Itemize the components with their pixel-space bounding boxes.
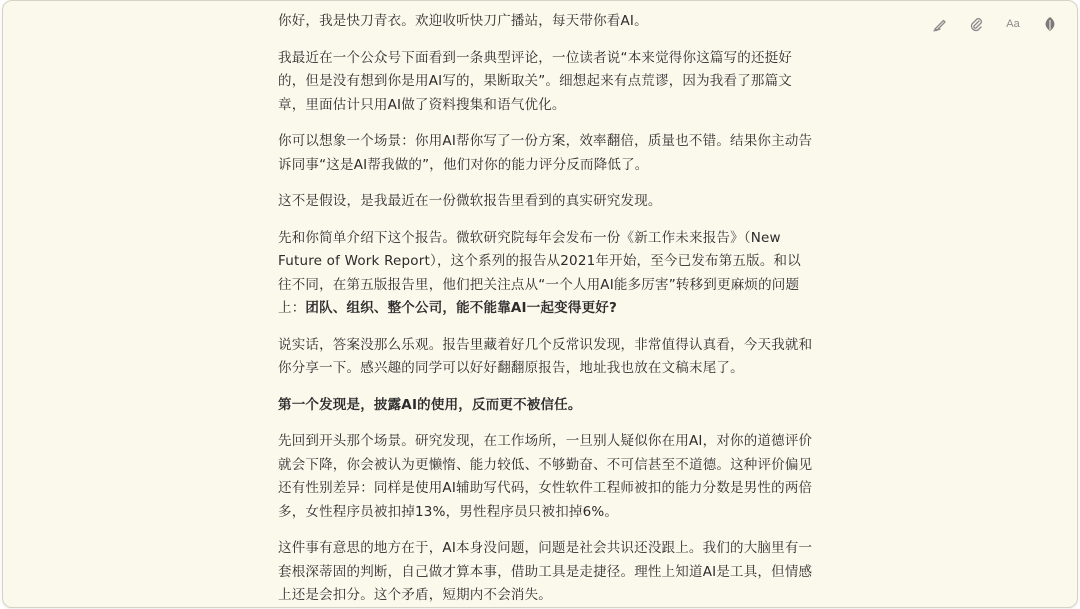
section-heading-finding-1: 第一个发现是，披露AI的使用，反而更不被信任。 [278, 396, 582, 413]
font-size-icon[interactable]: Aa [1006, 18, 1020, 30]
article-body [278, 10, 813, 608]
report-question: 团队、组织、整个公司，能不能靠AI一起变得更好? [305, 300, 618, 316]
paragraph-not-hypothesis: 这不是假设，是我最近在一份微软报告里看到的真实研究发现。 [278, 193, 662, 209]
paragraph-intro: 你好，我是快刀青衣。欢迎收听快刀广播站，每天带你看AI。 [278, 13, 648, 29]
report-intro-text: 先和你简单介绍下这个报告。微软研究院每年会发布一份《新工作未来报告》（New Future of Work Report），这个系列的报告从2021年开始，至今已发布第五版。和以往不同，在第五版报告里，他们把关注点从“一个人用AI能多厉害”转移到更麻烦的问题上： [278, 229, 801, 316]
paragraph-scenario: 你可以想象一个场景：你用AI帮你写了一份方案，效率翻倍，质量也不错。结果你主动告诉同事“这是AI帮我做的”，他们对你的能力评分反而降低了。 [278, 133, 813, 173]
reader-window [2, 0, 1078, 608]
paragraph-consensus: 这件事有意思的地方在于，AI本身没问题，问题是社会共识还没跟上。我们的大脑里有一套根深蒂固的判断，自己做才算本事，借助工具是走捷径。理性上知道AI是工具，但情感上还是会扣分。这个矛盾，短期内不会消失。 [278, 540, 813, 603]
paragraph-comment: 我最近在一个公众号下面看到一条典型评论，一位读者说“本来觉得你这篇写的还挺好的，但是没有想到你是用AI写的，果断取关”。细想起来有点荒谬，因为我看了那篇文章，里面估计只用AI做了资料搜集和语气优化。 [278, 49, 793, 113]
toolbar [931, 15, 1059, 33]
paragraph-honest: 说实话，答案没那么乐观。报告里藏着好几个反常识发现，非常值得认真看，今天我就和你分享一下。感兴趣的同学可以好好翻翻原报告，地址我也放在文稿末尾了。 [278, 336, 813, 376]
leaf-icon[interactable] [1041, 15, 1059, 33]
paragraph-report-intro [278, 227, 813, 321]
paragraph-finding-1: 先回到开头那个场景。研究发现，在工作场所，一旦别人疑似你在用AI，对你的道德评价就会下降，你会被认为更懒惰、能力较低、不够勤奋、不可信甚至不道德。这种评价偏见还有性别差异：同样是使用AI辅助写代码，女性软件工程师被扣的能力分数是男性的两倍多，女性程序员被扣掉13%，男性程序员只被扣掉6%。 [278, 433, 813, 520]
pen-icon[interactable] [931, 15, 949, 33]
paperclip-icon[interactable] [967, 15, 985, 33]
